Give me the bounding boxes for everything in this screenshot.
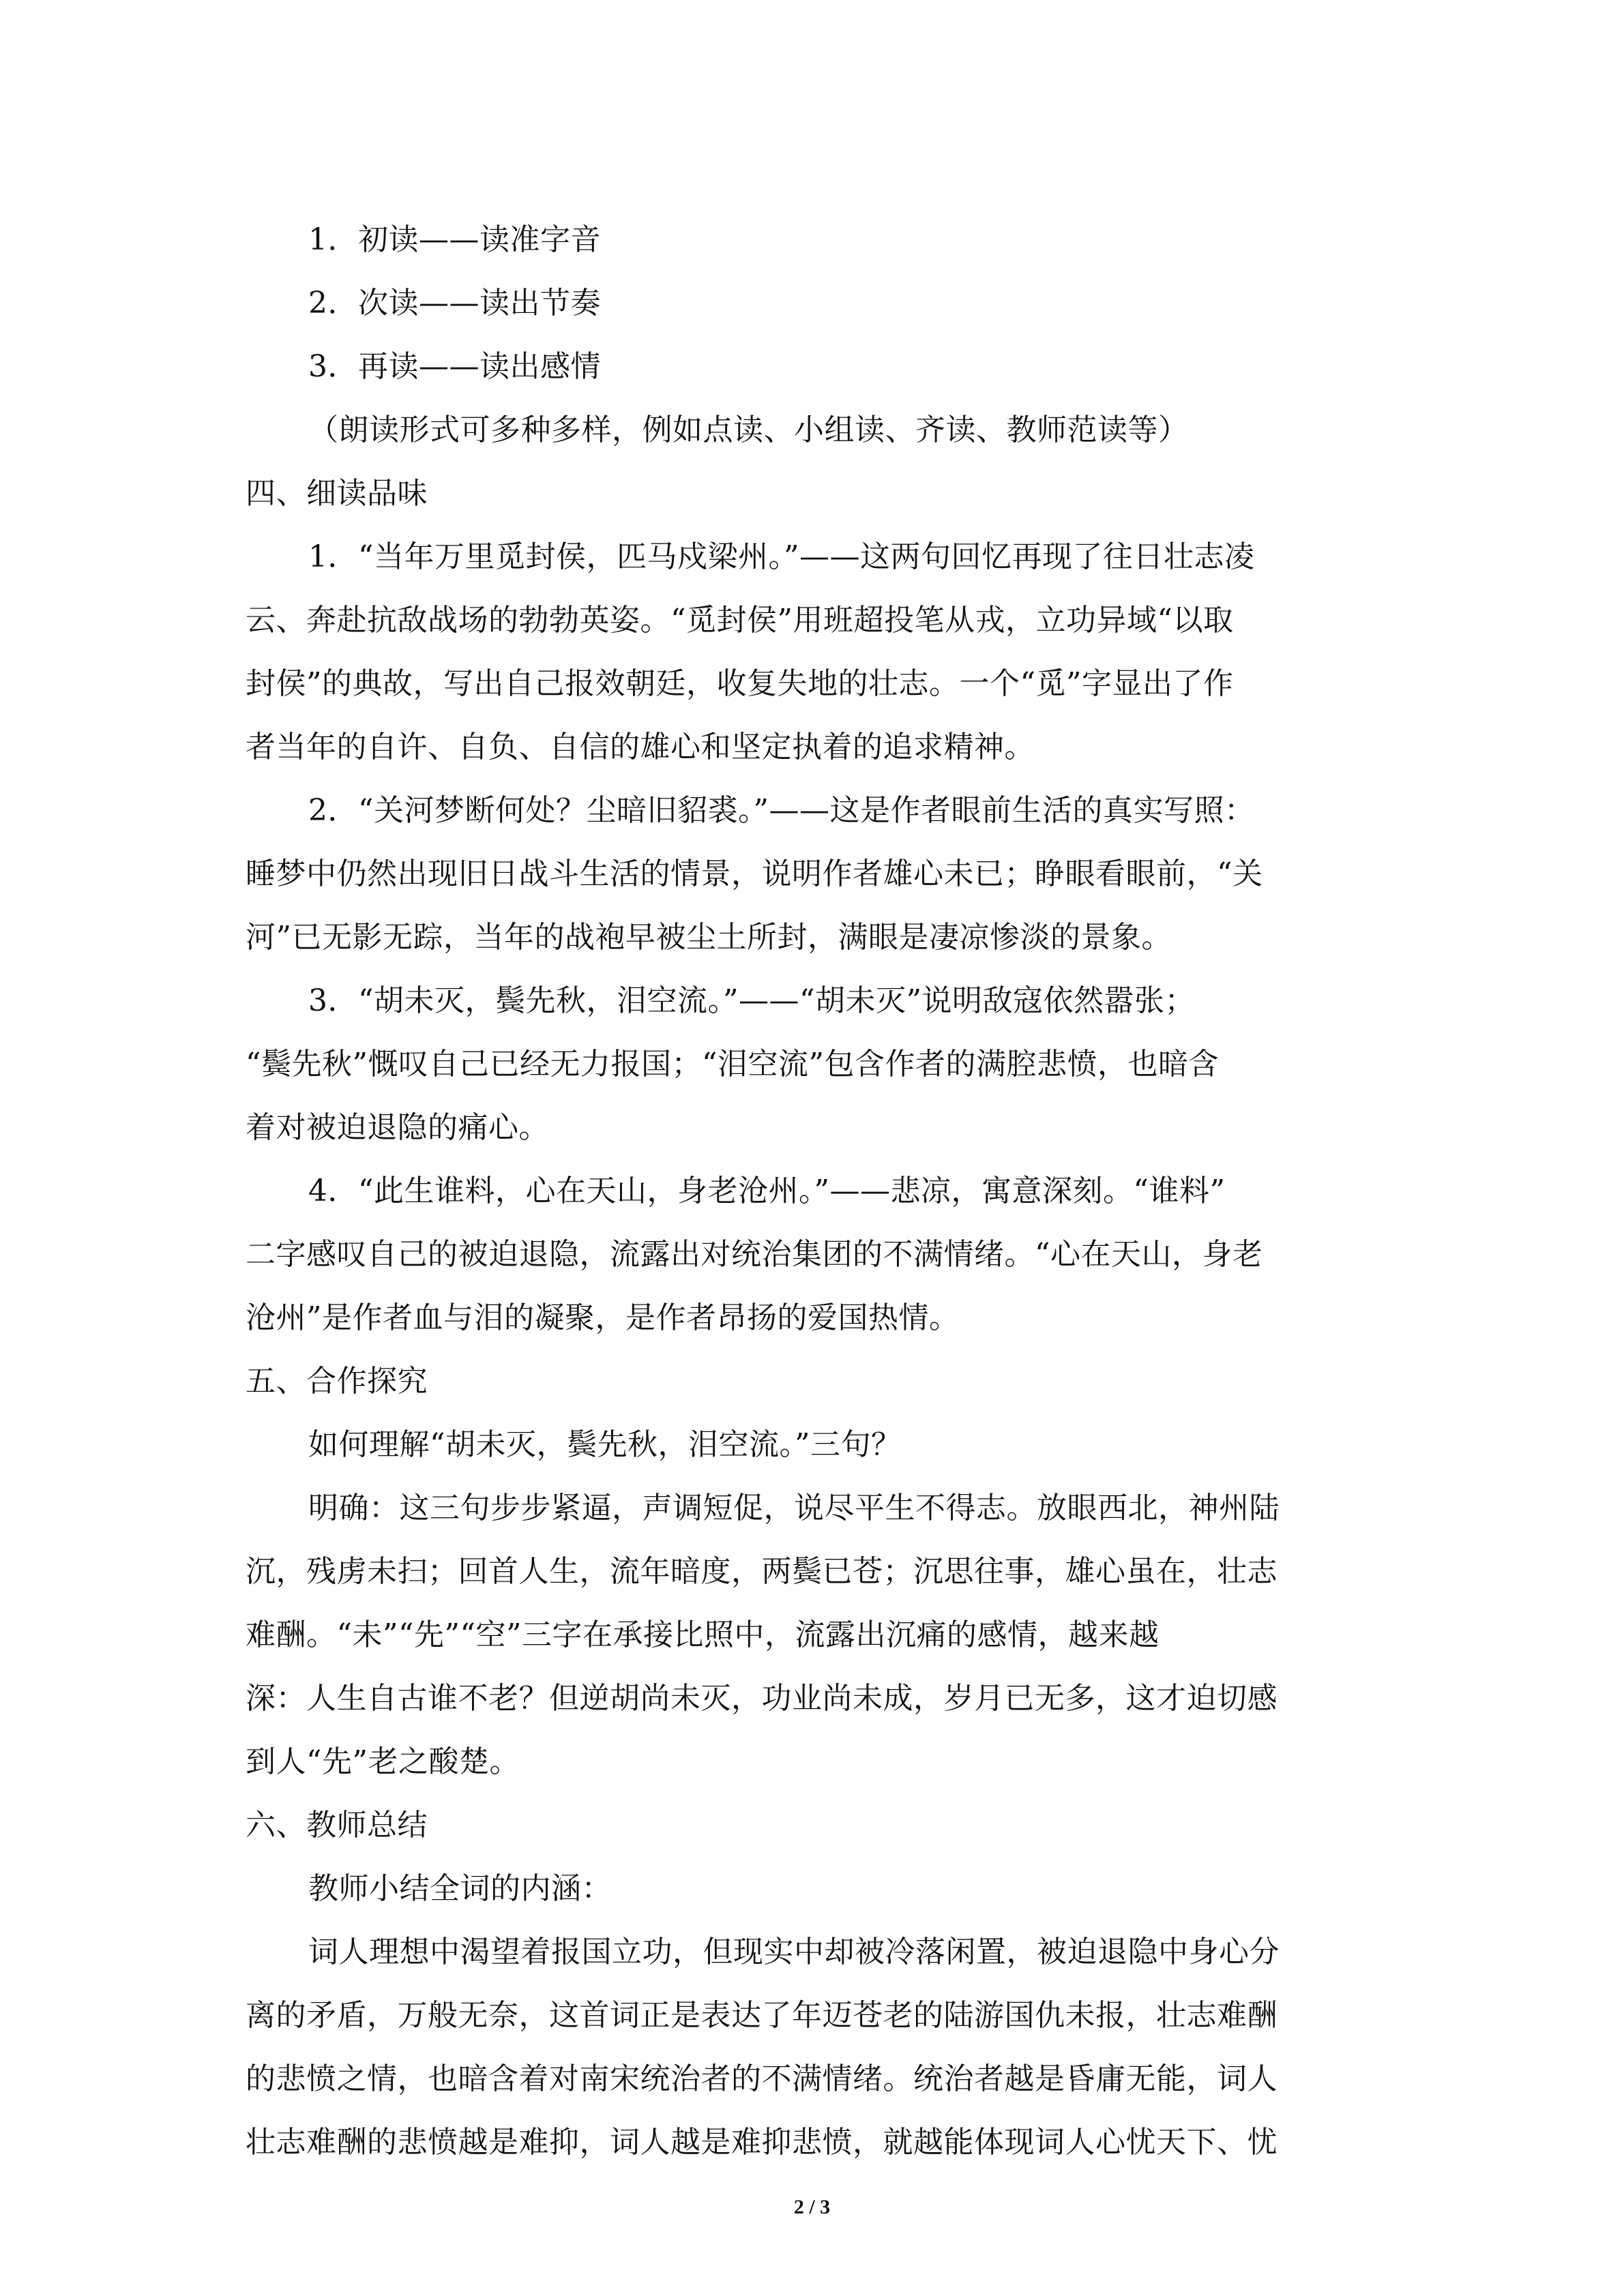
text-line: 离的矛盾，万般无奈，这首词正是表达了年迈苍老的陆游国仇未报，壮志难酬 — [246, 1998, 1278, 2033]
text-line: 着对被迫退隐的痛心。 — [246, 1110, 549, 1145]
text-line: 1．“当年万里觅封侯，匹马戍梁州。”——这两句回忆再现了往日壮志凌 — [308, 539, 1255, 574]
text-line: 2．次读——读出节奏 — [308, 286, 601, 320]
text-line: 如何理解“胡未灭，鬓先秋，泪空流。”三句？ — [308, 1427, 902, 1462]
document-body — [246, 208, 1385, 2174]
text-line: 2．“关河梦断何处？尘暗旧貂裘。”——这是作者眼前生活的真实写照： — [308, 793, 1255, 828]
text-line: 4．“此生谁料，心在天山，身老沧州。”——悲凉，寓意深刻。“谁料” — [308, 1174, 1226, 1208]
text-line: 深：人生自古谁不老？但逆胡尚未灭，功业尚未成，岁月已无多，这才迫切感 — [246, 1681, 1278, 1716]
text-line: 3．再读——读出感情 — [308, 349, 601, 384]
text-line: 六、教师总结 — [246, 1808, 428, 1843]
text-line: 难酬。“未”“先”“空”三字在承接比照中，流露出沉痛的感情，越来越 — [246, 1617, 1160, 1652]
text-line: （朗读形式可多种多样，例如点读、小组读、齐读、教师范读等） — [308, 413, 1189, 447]
text-line: 二字感叹自己的被迫退隐，流露出对统治集团的不满情绪。“心在天山，身老 — [246, 1237, 1263, 1272]
text-line: 云、奔赴抗敌战场的勃勃英姿。“觅封侯”用班超投笔从戎，立功异域“以取 — [246, 603, 1234, 638]
text-line: 到人“先”老之酸楚。 — [246, 1744, 520, 1779]
text-line: 沉，残虏未扫；回首人生，流年暗度，两鬓已苍；沉思往事，雄心虽在，壮志 — [246, 1554, 1278, 1589]
text-line: 明确：这三句步步紧逼，声调短促，说尽平生不得志。放眼西北，神州陆 — [308, 1491, 1280, 1525]
text-line: 壮志难酬的悲愤越是难抑，词人越是难抑悲愤，就越能体现词人心忧天下、忧 — [246, 2125, 1278, 2160]
text-line: “鬓先秋”慨叹自己已经无力报国；“泪空流”包含作者的满腔悲愤，也暗含 — [246, 1047, 1219, 1082]
text-line: 睡梦中仍然出现旧日战斗生活的情景，说明作者雄心未已；睁眼看眼前，“关 — [246, 856, 1263, 891]
text-line: 者当年的自许、自负、自信的雄心和坚定执着的追求精神。 — [246, 730, 1035, 764]
text-line: 教师小结全词的内涵： — [308, 1871, 612, 1906]
text-line: 封侯”的典故，写出自己报效朝廷，收复失地的壮志。一个“觅”字显出了作 — [246, 666, 1234, 701]
text-line: 四、细读品味 — [246, 476, 428, 511]
text-line: 河”已无影无踪，当年的战袍早被尘土所封，满眼是凄凉惨淡的景象。 — [246, 920, 1172, 955]
text-line: 五、合作探究 — [246, 1364, 428, 1399]
text-line: 的悲愤之情，也暗含着对南宋统治者的不满情绪。统治者越是昏庸无能，词人 — [246, 2061, 1278, 2096]
text-line: 3．“胡未灭，鬓先秋，泪空流。”——“胡未灭”说明敌寇依然嚣张； — [308, 983, 1195, 1018]
page-number: 2 / 3 — [793, 2196, 831, 2218]
text-line: 1．初读——读准字音 — [308, 222, 601, 257]
text-line: 沧州”是作者血与泪的凝聚，是作者昂扬的爱国热情。 — [246, 1300, 960, 1335]
text-line: 词人理想中渴望着报国立功，但现实中却被冷落闲置，被迫退隐中身心分 — [308, 1935, 1280, 1969]
